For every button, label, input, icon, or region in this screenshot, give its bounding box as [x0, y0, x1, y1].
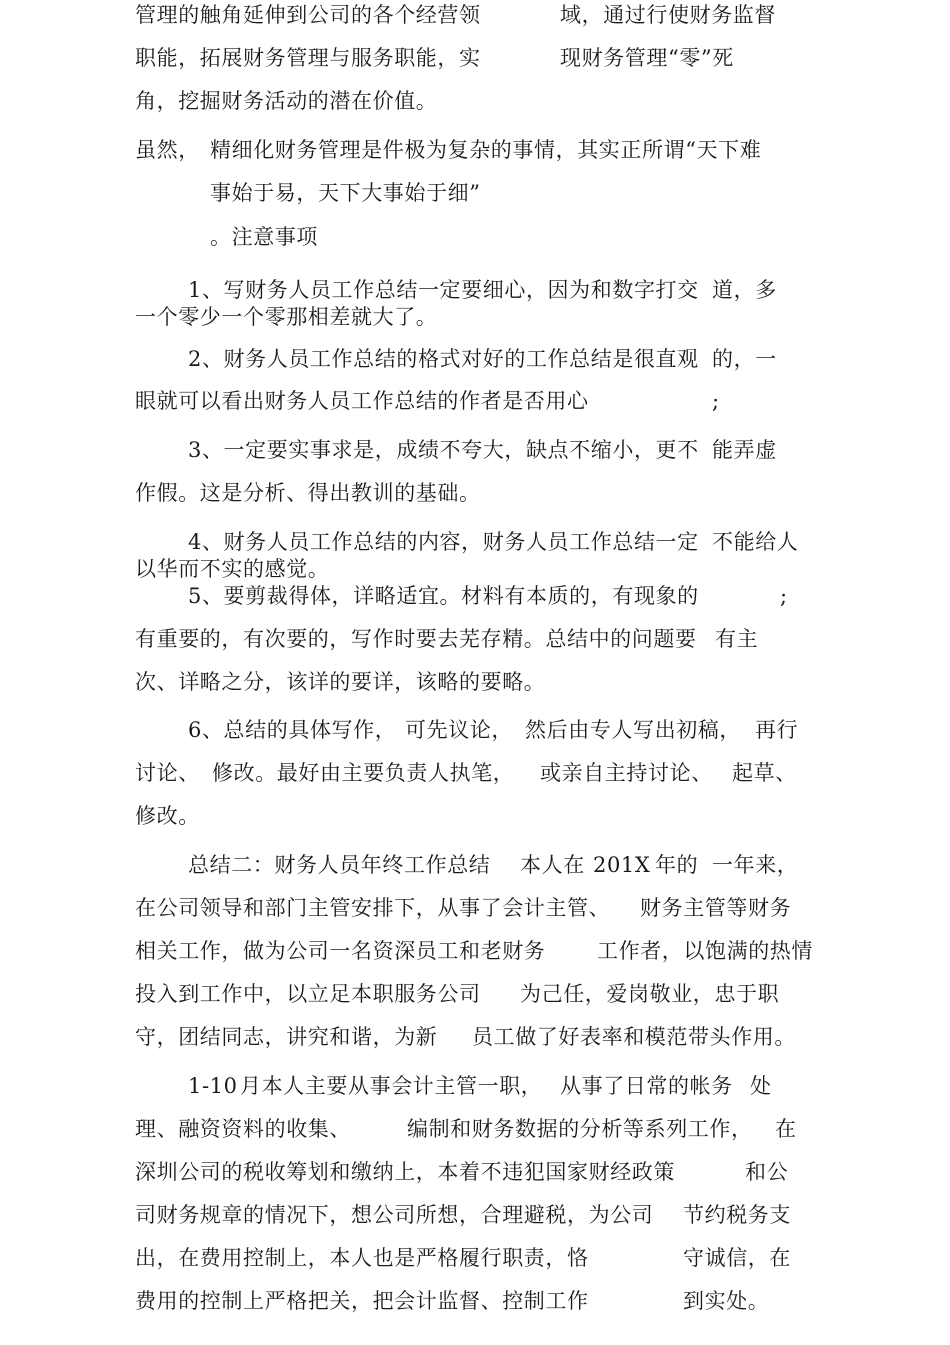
text-line: 财务主管等财务 [640, 896, 792, 920]
text-line: 费用的控制上严格把关，把会计监督、控制工作 [135, 1289, 589, 1313]
text-line: 起草、 [732, 761, 797, 785]
text-line: 作假。这是分析、得出教训的基础。 [135, 481, 481, 505]
text-line: 修改。 [135, 804, 200, 828]
text-line: 职能，拓展财务管理与服务职能，实 [135, 46, 481, 70]
text-line: 员工做了好表率和模范带头作用。 [472, 1025, 796, 1049]
text-line: 域，通过行使财务监督 [560, 3, 776, 27]
text-line: 次、详略之分，该详的要详，该略的要略。 [135, 670, 546, 694]
text-line: 月本人主要从事会计主管一职， [240, 1074, 543, 1098]
text-line: 。注意事项 [210, 225, 318, 249]
text-line: 投入到工作中，以立足本职服务公司 [135, 982, 481, 1006]
text-line: 为己任，爱岗敬业，忠于职 [520, 982, 780, 1006]
text-line: 可先议论， [405, 718, 513, 742]
text-line: 有重要的，有次要的，写作时要去芜存精。总结中的问题要 [135, 627, 697, 651]
text-line: 从事了日常的帐务 [560, 1074, 733, 1098]
text-line: 管理的触角延伸到公司的各个经营领 [135, 3, 481, 27]
text-line: ; [712, 389, 720, 413]
text-line: 出，在费用控制上，本人也是严格履行职责，恪 [135, 1246, 589, 1270]
text-line: 3、一定要实事求是，成绩不夸大，缺点不缩小，更不 [188, 438, 699, 462]
text-line: 1、写财务人员工作总结一定要细心，因为和数字打交 [188, 278, 699, 302]
text-line: 的，一 [712, 347, 777, 371]
text-line: 理、融资资料的收集、 [135, 1117, 351, 1141]
text-line: 1-10 [188, 1074, 238, 1098]
text-line: 节约税务支 [683, 1203, 791, 1227]
text-line: 再行 [755, 718, 799, 742]
text-line: 角，挖掘财务活动的潜在价值。 [135, 89, 438, 113]
text-line: 虽然， [135, 138, 200, 162]
text-line: 编制和财务数据的分析等系列工作， [407, 1117, 753, 1141]
text-line: 处 [750, 1074, 772, 1098]
text-line: 201X [593, 853, 651, 877]
text-line: 6、总结的具体写作， [188, 718, 397, 742]
text-line: 2、财务人员工作总结的格式对好的工作总结是很直观 [188, 347, 699, 371]
text-line: 到实处。 [683, 1289, 770, 1313]
text-line: 事始于易，天下大事始于细” [210, 181, 481, 205]
text-line: 年的 [655, 853, 699, 877]
text-line: 工作者，以饱满的热情 [597, 939, 813, 963]
text-line: 和公 [745, 1160, 789, 1184]
text-line: ; [780, 584, 788, 608]
text-line: 或亲自主持讨论、 [540, 761, 713, 785]
text-line: 总结二：财务人员年终工作总结 [188, 853, 491, 877]
text-line: 现财务管理“零”死 [560, 46, 734, 70]
text-line: 一个零少一个零那相差就大了。 [135, 305, 438, 329]
text-line: 一年来， [712, 853, 799, 877]
text-line: 然后由专人写出初稿， [525, 718, 741, 742]
text-line: 修改。最好由主要负责人执笔， [212, 761, 515, 785]
text-line: 司财务规章的情况下，想公司所想，合理避税，为公司 [135, 1203, 654, 1227]
text-line: 5、要剪裁得体，详略适宜。材料有本质的，有现象的 [188, 584, 699, 608]
text-line: 以华而不实的感觉。 [135, 557, 330, 581]
text-line: 本人在 [520, 853, 585, 877]
text-line: 道，多 [712, 278, 777, 302]
text-line: 在 [775, 1117, 797, 1141]
text-line: 讨论、 [135, 761, 200, 785]
text-line: 守诚信，在 [683, 1246, 791, 1270]
text-line: 不能给人 [712, 530, 799, 554]
text-line: 守，团结同志，讲究和谐，为新 [135, 1025, 438, 1049]
text-line: 在公司领导和部门主管安排下，从事了会计主管、 [135, 896, 611, 920]
text-line: 4、财务人员工作总结的内容，财务人员工作总结一定 [188, 530, 699, 554]
text-line: 有主 [715, 627, 759, 651]
text-line: 相关工作，做为公司一名资深员工和老财务 [135, 939, 546, 963]
text-line: 能弄虚 [712, 438, 777, 462]
text-line: 深圳公司的税收筹划和缴纳上，本着不违犯国家财经政策 [135, 1160, 675, 1184]
text-line: 眼就可以看出财务人员工作总结的作者是否用心 [135, 389, 589, 413]
text-line: 精细化财务管理是件极为复杂的事情，其实正所谓“天下难 [210, 138, 762, 162]
